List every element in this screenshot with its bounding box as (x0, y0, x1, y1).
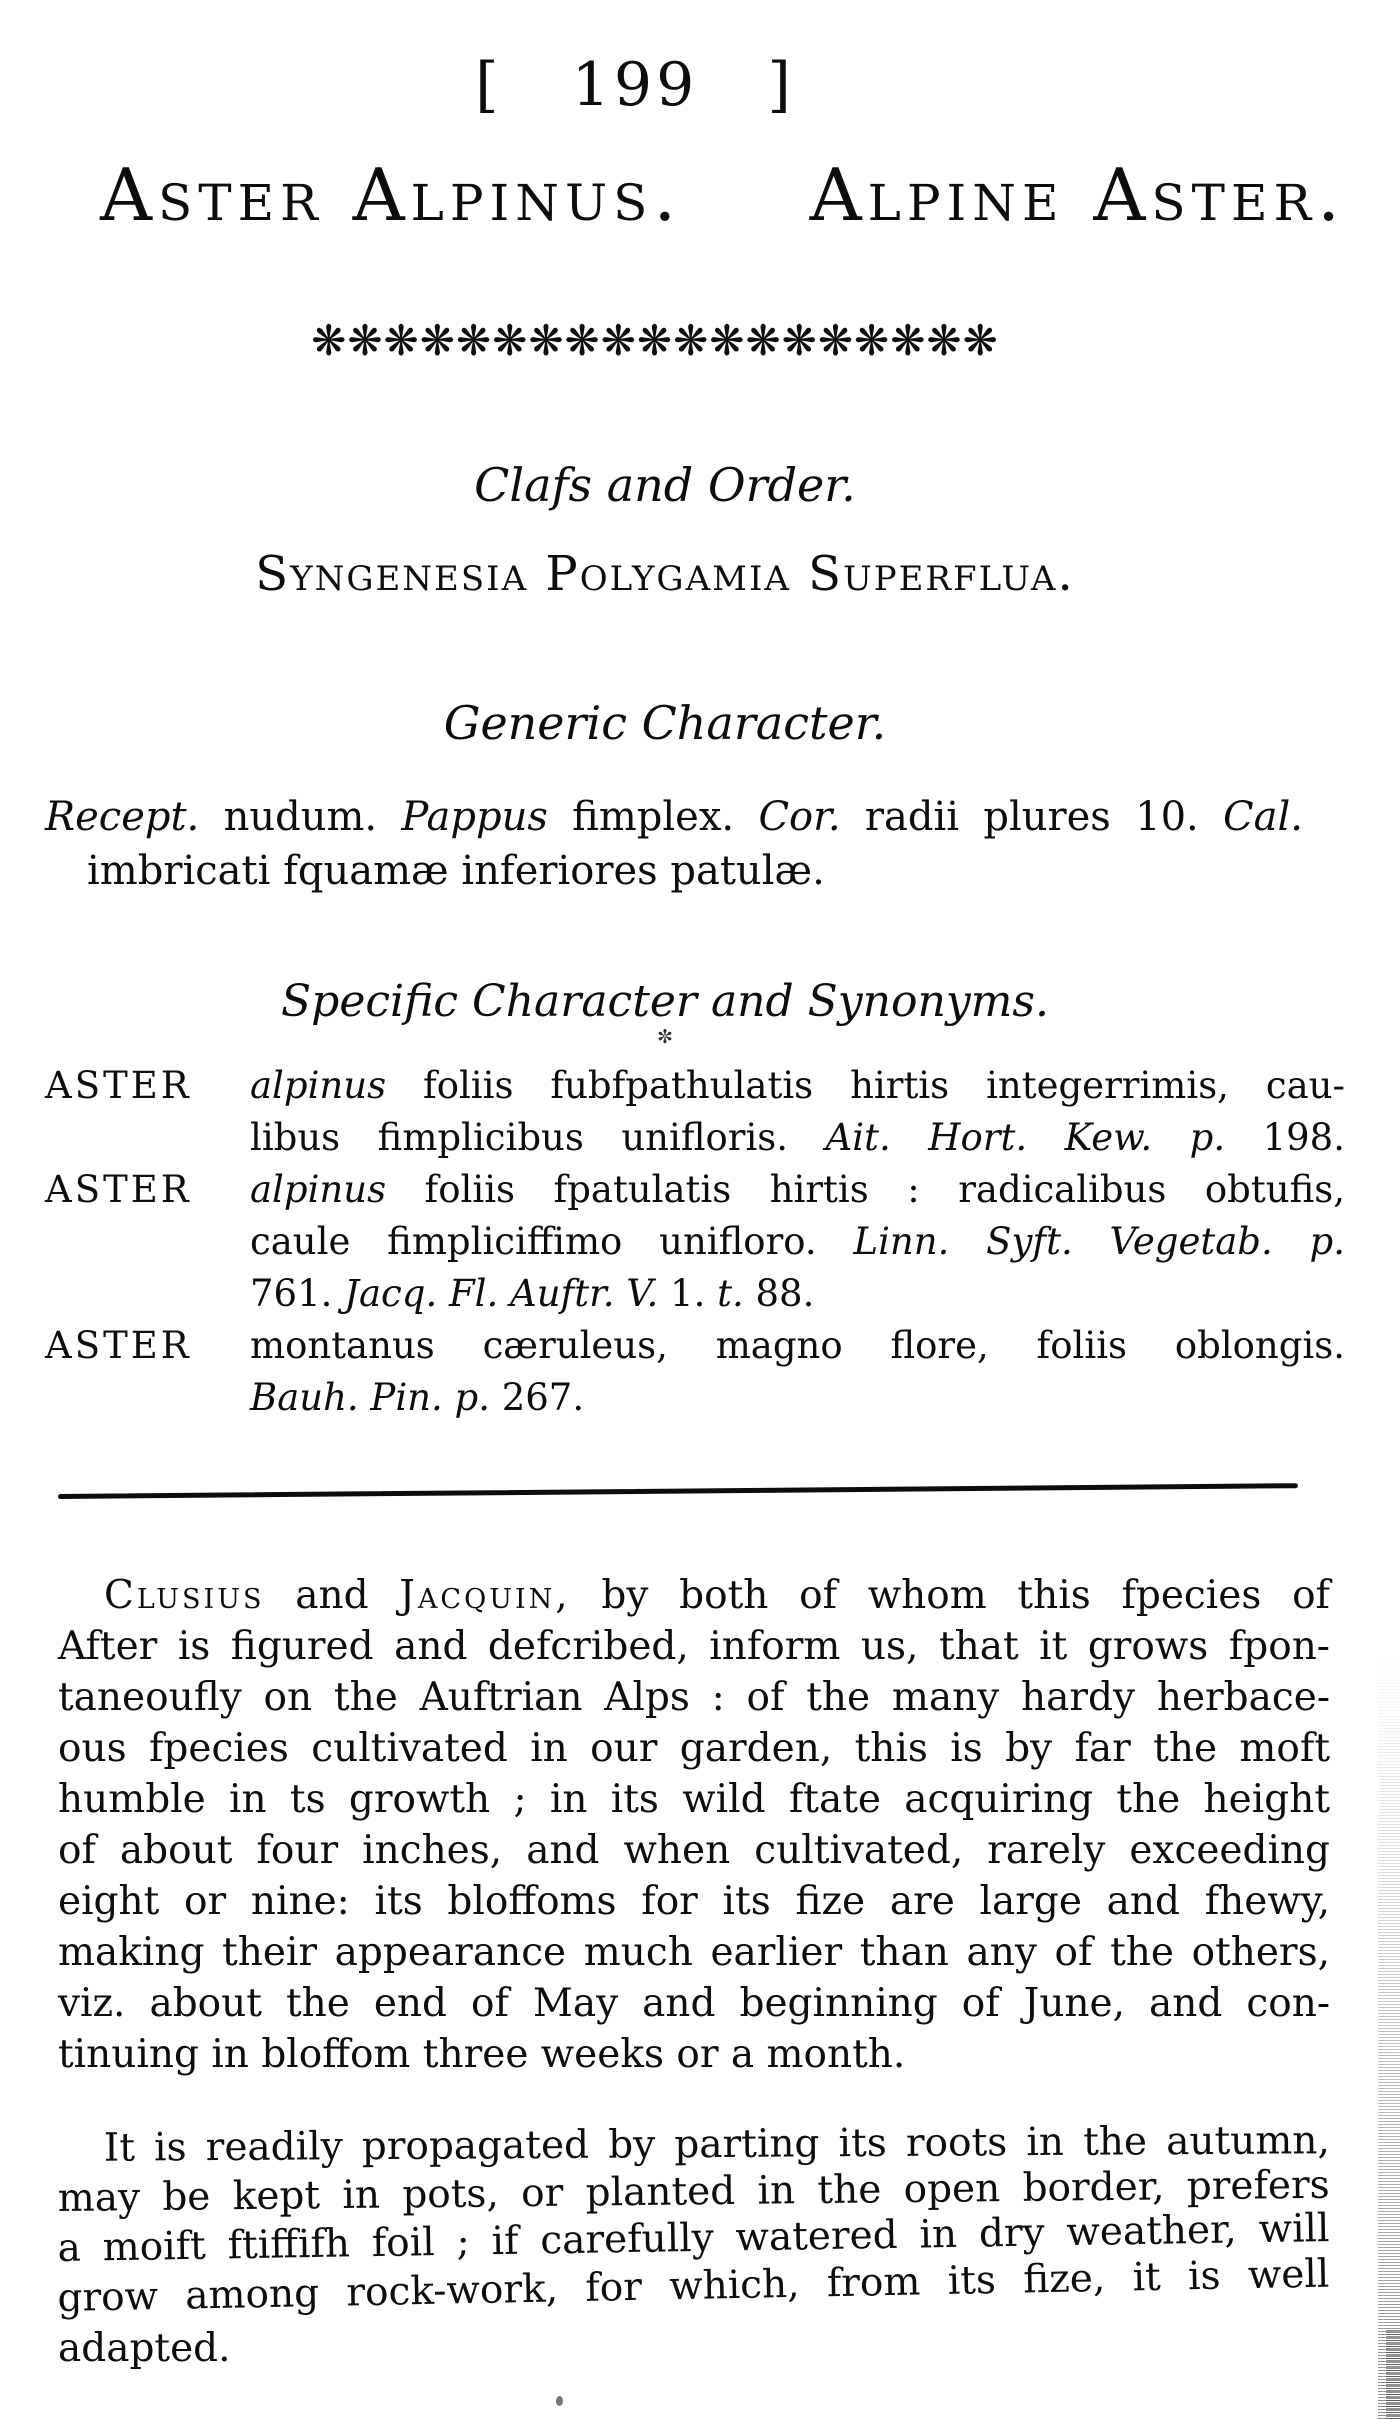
text-line: imbricati fquamæ inferiores patulæ. (87, 848, 825, 894)
text-line: taneoufly on the Auftrian Alps : of the many hardy herbace- (58, 1675, 1330, 1720)
horizontal-rule-divider (58, 1483, 1298, 1499)
text-line: may be kept in pots, or planted in the open border, prefers (57, 2162, 1330, 2222)
text-line: tinuing in bloffom three weeks or a month. (58, 2032, 906, 2077)
page-title (100, 153, 1346, 237)
text-line: ASTER alpinus foliis fubfpathulatis hirtis integerrimis, cau- (250, 1060, 1345, 1112)
body-paragraph (58, 1570, 1330, 2080)
text-line: a moift ftiffifh foil ; if carefully watered in dry weather, will (57, 2206, 1330, 2272)
text-line: viz. about the end of May and beginning of June, and con- (58, 1981, 1330, 2026)
entry-term: ASTER (45, 1324, 192, 1367)
scan-speck-artifact (556, 2396, 563, 2406)
fleuron-ornament-divider: ❋❋❋❋❋❋❋❋❋❋❋❋❋❋❋❋❋❋❋ (311, 316, 999, 365)
text-line: making their appearance much earlier than any of the others, (58, 1930, 1330, 1975)
text-line: of about four inches, and when cultivated, rarely exceeding (58, 1828, 1330, 1873)
text-line: grow among rock-work, for which, from its fize, it is well (57, 2251, 1330, 2322)
synonym-entry (45, 1060, 1345, 1164)
text-line: Bauh. Pin. p. 267. (250, 1376, 585, 1419)
text-line: ASTER montanus cæruleus, magno flore, foliis oblongis. (250, 1320, 1345, 1372)
title-common-name: Alpine Aster. (809, 153, 1346, 237)
text-line: 761. Jacq. Fl. Auftr. V. 1. t. 88. (250, 1272, 815, 1315)
page-number: [ 199 ] (475, 50, 795, 120)
body-paragraph (57, 2118, 1330, 2374)
text-line: caule fimpliciffimo unifloro. Linn. Syft. Vegetab. p. (250, 1220, 1345, 1263)
text-line: libus fimplicibus unifloris. Ait. Hort. Kew. p. 198. (250, 1116, 1345, 1159)
generic-character-text (45, 790, 1303, 898)
text-line: After is figured and defcribed, inform us, that it grows fpon- (58, 1624, 1330, 1669)
text-line: adapted. (58, 2326, 231, 2371)
scan-corner-artifact (1386, 2330, 1400, 2419)
title-latin-name: Aster Alpinus. (100, 153, 683, 237)
class-and-order-value: Syngenesia Polygamia Superflua. (255, 546, 1075, 602)
specific-character-heading: Specific Character and Synonyms. (281, 976, 1049, 1027)
class-and-order-heading: Clafs and Order. (474, 458, 856, 512)
entry-term: ASTER (45, 1168, 192, 1211)
generic-character-heading: Generic Character. (443, 696, 887, 750)
synonym-list (45, 1060, 1345, 1424)
synonym-entry (45, 1164, 1345, 1320)
text-line: humble in ts growth ; in its wild ftate acquiring the height (58, 1777, 1330, 1822)
text-line: Recept. nudum. Pappus fimplex. Cor. radii plures 10. Cal. (45, 794, 1303, 840)
entry-term: ASTER (45, 1064, 192, 1107)
text-line: It is readily propagated by parting its roots in the autumn, (103, 2118, 1330, 2171)
synonym-entry (45, 1320, 1345, 1424)
heading-ornament: ✼ (657, 1026, 673, 1048)
scan-edge-shadow-artifact (1378, 1650, 1400, 2419)
text-line: Clusius and Jacquin, by both of whom this fpecies of (104, 1573, 1330, 1618)
text-line: eight or nine: its bloffoms for its fize are large and fhewy, (58, 1879, 1330, 1924)
text-line: ASTER alpinus foliis fpatulatis hirtis : radicalibus obtufis, (250, 1164, 1345, 1216)
text-line: ous fpecies cultivated in our garden, this is by far the moft (58, 1726, 1330, 1771)
